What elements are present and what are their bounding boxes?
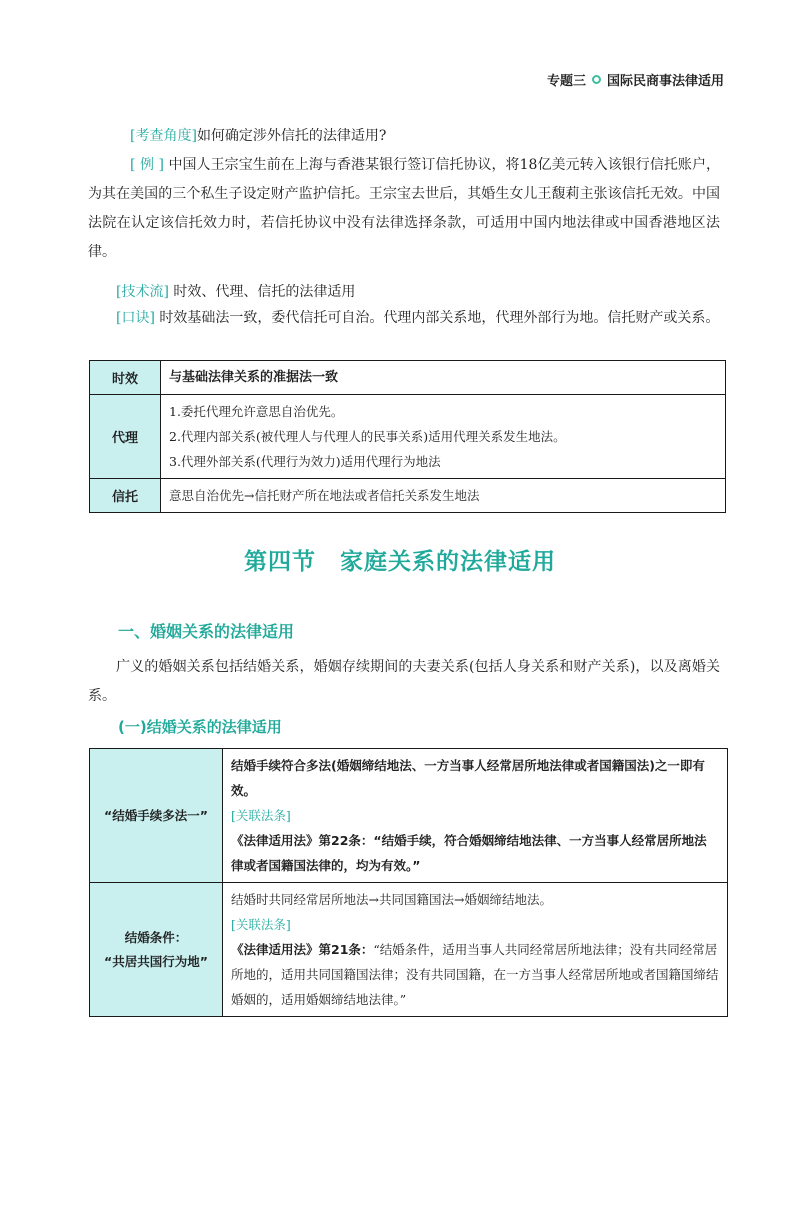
circle-icon xyxy=(592,75,601,84)
law-tag: [关联法条] xyxy=(231,917,291,932)
table-row xyxy=(90,361,726,395)
list-item: 1.委托代理允许意思自治优先。 xyxy=(169,404,344,419)
law-text: “结婚条件，适用当事人共同经常居所地法律；没有共同经常居所地的，适用共同国籍国法律；没有共同国籍，在一方当事人经常居所地或者国籍国缔结婚姻的，适用婚姻缔结地法律。” xyxy=(231,942,719,1007)
row-head: 时效 xyxy=(90,361,161,395)
row-body: 与基础法律关系的准据法一致 xyxy=(161,361,726,395)
row-head: 代理 xyxy=(90,395,161,479)
marriage-paragraph: 广义的婚姻关系包括结婚关系，婚姻存续期间的夫妻关系(包括人身关系和财产关系)，以及离婚关系。 xyxy=(88,659,720,704)
row-head: 信托 xyxy=(90,479,161,513)
row-head xyxy=(90,883,223,1017)
formula-paragraph xyxy=(88,304,720,333)
formula-text: 时效基础法一致，委代信托可自治。代理内部关系地，代理外部行为地。信托财产或关系。 xyxy=(159,310,720,326)
rule-summary: 结婚手续符合多法(婚姻缔结地法、一方当事人经常居所地法律或者国籍国法)之一即有效。 xyxy=(231,758,705,798)
row-body xyxy=(161,395,726,479)
example-tag: [ 例 ] xyxy=(130,157,164,173)
table-row xyxy=(90,395,726,479)
table-row xyxy=(90,883,728,1017)
header-title: 国际民商事法律适用 xyxy=(606,74,724,89)
header-topic: 专题三 xyxy=(546,74,586,89)
list-item: 2.代理内部关系(被代理人与代理人的民事关系)适用代理关系发生地法。 xyxy=(169,429,566,444)
row-head-line: “共居共国行为地” xyxy=(104,953,208,969)
row-body: 意思自治优先→信托财产所在地法或者信托关系发生地法 xyxy=(161,479,726,513)
example-paragraph xyxy=(88,151,720,267)
table-row xyxy=(90,749,728,883)
running-header xyxy=(547,70,724,89)
section-title: 第四节 家庭关系的法律适用 xyxy=(244,549,556,575)
row-body xyxy=(223,883,728,1017)
law-quote xyxy=(231,937,719,1012)
angle-paragraph xyxy=(88,122,720,151)
rule-summary: 结婚时共同经常居所地法→共同国籍国法→婚姻缔结地法。 xyxy=(231,892,552,907)
subsection-heading: 一、婚姻关系的法律适用 xyxy=(118,622,295,641)
law-tag: [关联法条] xyxy=(231,808,291,823)
tech-paragraph xyxy=(88,278,720,307)
example-text: 中国人王宗宝生前在上海与香港某银行签订信托协议，将18亿美元转入该银行信托账户，为其在美国的三个私生子设定财产监护信托。王宗宝去世后，其婚生女儿王馥莉主张该信托无效。中国法院在认定该信托效力时，若信托协议中没有法律选择条款，可适用中国内地法律或中国香港地区法律。 xyxy=(88,157,721,260)
row-head-line: 结婚条件： xyxy=(124,929,188,945)
agency-trust-table xyxy=(89,360,726,513)
row-head: “结婚手续多法一” xyxy=(90,749,223,883)
angle-tag: [考查角度] xyxy=(130,128,197,144)
tech-tag: [技术流] xyxy=(116,284,169,300)
formula-tag: [口诀] xyxy=(116,310,155,326)
law-name: 《法律适用法》第22条： xyxy=(231,833,374,848)
row-body xyxy=(223,749,728,883)
table-row xyxy=(90,479,726,513)
marriage-table xyxy=(89,748,728,1017)
law-quote xyxy=(231,828,719,878)
angle-text: 如何确定涉外信托的法律适用? xyxy=(196,128,387,144)
law-name: 《法律适用法》第21条： xyxy=(231,942,374,957)
subsubsection-heading: (一)结婚关系的法律适用 xyxy=(118,718,282,736)
list-item: 3.代理外部关系(代理行为效力)适用代理行为地法 xyxy=(169,454,441,469)
law-text: “结婚手续，符合婚姻缔结地法律、一方当事人经常居所地法律或者国籍国法律的，均为有效。” xyxy=(231,833,707,873)
tech-text: 时效、代理、信托的法律适用 xyxy=(173,284,356,300)
